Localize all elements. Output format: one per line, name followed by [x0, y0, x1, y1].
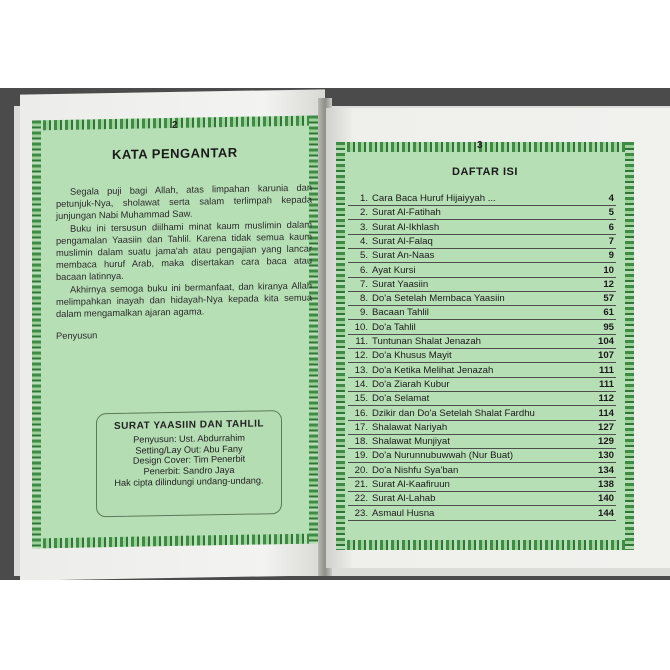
toc-page-number: 6: [608, 221, 614, 233]
toc-page-number: 140: [597, 493, 614, 505]
toc-page-number: 144: [597, 507, 614, 519]
toc-row: [348, 378, 616, 392]
toc-number: 3.: [359, 221, 368, 233]
credits-box: [96, 410, 282, 517]
toc-title: Surat Al-Ikhlash: [372, 221, 440, 233]
left-page-heading: KATA PENGANTAR: [112, 144, 238, 163]
toc-row: [348, 221, 616, 235]
toc-row: [348, 392, 616, 406]
toc-title: Tuntunan Shalat Jenazah: [372, 336, 481, 347]
toc-page-number: 5: [608, 207, 614, 219]
toc-number: 17.: [354, 421, 368, 433]
toc-number: 6.: [359, 264, 368, 276]
toc-title: Surat Al-Fatihah: [372, 207, 441, 219]
toc-number: 14.: [354, 378, 368, 390]
toc-row: [348, 364, 616, 378]
toc-row: [348, 335, 616, 349]
toc-row: [348, 249, 616, 263]
toc-number: 21.: [354, 479, 368, 490]
toc-title: Do'a Khusus Mayit: [372, 350, 452, 362]
toc-number: 22.: [354, 493, 368, 505]
credit-line: Setting/Lay Out: Abu Fany: [135, 443, 243, 456]
toc-title: Do'a Selamat: [372, 393, 430, 405]
toc-title: Do'a Nishfu Sya'ban: [372, 464, 459, 476]
toc-title: Surat Al-Kaafiruun: [372, 479, 450, 490]
right-page-number: 3: [477, 140, 483, 151]
toc-number: 12.: [354, 350, 368, 362]
toc-page-number: 12: [603, 278, 614, 290]
toc-row: [348, 421, 616, 435]
toc-row: [348, 264, 616, 278]
credit-line: Design Cover: Tim Penerbit: [132, 454, 246, 467]
toc-row: [348, 507, 616, 521]
toc-title: Surat Yaasiin: [372, 278, 429, 290]
toc-title: Do'a Tahlil: [372, 321, 416, 333]
credits-title: SURAT YAASIIN DAN TAHLIL: [114, 418, 264, 433]
table-of-contents: [348, 192, 616, 522]
toc-number: 19.: [354, 450, 368, 462]
foreword-paragraph-1: Segala puji bagi Allah, atas limpahan karunia dan petunjuk-Nya, sholawat serta salam terlimpah kepada junjungan Nabi Muhammad Saw.: [56, 182, 312, 222]
toc-page-number: 127: [597, 421, 614, 433]
toc-page-number: 95: [603, 321, 614, 333]
toc-number: 7.: [359, 278, 368, 290]
toc-row: [348, 449, 616, 463]
toc-row: [348, 206, 616, 220]
toc-title: Shalawat Munjiyat: [372, 436, 450, 448]
toc-number: 8.: [359, 293, 368, 305]
toc-row: [348, 349, 616, 363]
right-page-heading: DAFTAR ISI: [452, 166, 518, 178]
toc-title: Do'a Ziarah Kubur: [372, 378, 450, 390]
toc-title: Ayat Kursi: [372, 264, 416, 276]
foreword-paragraph-2: Buku ini tersusun diilhami minat kaum muslimin dalam pengamalan Yaasiin dan Tahlil. Karena tidak semua kaum muslimin dalam suatu jama'ah atau pengajian yang lancar membaca huruf Arab, maka disertakan cara baca atau bacaan latinnya.: [56, 219, 312, 283]
toc-page-number: 107: [597, 350, 614, 362]
credit-line: Hak cipta dilindungi undang-undang.: [114, 475, 264, 488]
toc-row: [348, 235, 616, 249]
toc-page-number: 10: [603, 264, 614, 276]
left-page: [20, 89, 325, 580]
right-page: [326, 108, 670, 568]
toc-row: [348, 407, 616, 421]
toc-title: Do'a Ketika Melihat Jenazah: [372, 364, 494, 376]
left-page-number: 2: [172, 119, 178, 132]
toc-title: Surat An-Naas: [372, 250, 435, 262]
toc-number: 2.: [359, 207, 368, 219]
toc-title: Surat Al-Lahab: [372, 493, 436, 505]
toc-number: 1.: [359, 193, 368, 204]
toc-row: [348, 192, 616, 206]
toc-title: Surat Al-Falaq: [372, 235, 433, 247]
toc-page-number: 7: [608, 235, 614, 247]
toc-title: Bacaan Tahlil: [372, 307, 429, 319]
toc-number: 5.: [359, 250, 368, 262]
toc-row: [348, 478, 616, 492]
toc-number: 23.: [354, 507, 368, 519]
right-ornament-top: [336, 142, 634, 152]
left-ornament-left: [32, 120, 41, 548]
right-ornament-left: [336, 142, 345, 550]
toc-row: [348, 292, 616, 306]
credit-line: Penerbit: Sandro Jaya: [143, 465, 235, 477]
foreword-text: [56, 182, 312, 343]
toc-title: Shalawat Nariyah: [372, 421, 448, 433]
toc-page-number: 111: [599, 364, 614, 376]
toc-row: [348, 321, 616, 335]
toc-page-number: 9: [608, 250, 614, 262]
toc-page-number: 57: [603, 293, 614, 305]
toc-number: 13.: [354, 364, 368, 376]
toc-row: [348, 278, 616, 292]
credit-line: Penyusun: Ust. Abdurrahim: [133, 432, 245, 445]
toc-page-number: 4: [608, 193, 614, 204]
toc-title: Do'a Setelah Membaca Yaasiin: [372, 293, 505, 305]
toc-page-number: 112: [598, 393, 614, 405]
toc-row: [348, 492, 616, 506]
right-ornament-right: [625, 142, 634, 550]
toc-page-number: 111: [599, 378, 614, 390]
toc-row: [348, 464, 616, 478]
photo-scene: [0, 88, 670, 580]
toc-page-number: 130: [597, 450, 614, 462]
foreword-paragraph-3: Akhirnya semoga buku ini bermanfaat, dan kiranya Allah melimpahkan inayah dan hidayah-Nya kepada kita semua dalam mengamalkan ajaran agama.: [56, 280, 312, 320]
toc-number: 18.: [354, 436, 368, 448]
toc-title: Do'a Nurunnubuwwah (Nur Buat): [372, 450, 514, 462]
toc-page-number: 134: [597, 464, 614, 476]
toc-title: Cara Baca Huruf Hijaiyyah ...: [372, 193, 496, 204]
toc-page-number: 104: [597, 336, 614, 347]
toc-number: 11.: [355, 336, 368, 347]
toc-title: Dzikir dan Do'a Setelah Shalat Fardhu: [372, 407, 535, 419]
toc-number: 20.: [354, 464, 368, 476]
toc-number: 15.: [354, 393, 368, 405]
toc-number: 16.: [354, 407, 368, 419]
signature: Penyusun: [56, 330, 98, 342]
toc-page-number: 61: [603, 307, 614, 319]
right-ornament-bottom: [336, 540, 634, 550]
toc-number: 4.: [359, 235, 368, 247]
toc-page-number: 138: [597, 479, 614, 490]
toc-page-number: 114: [598, 407, 614, 419]
toc-number: 9.: [359, 307, 368, 319]
toc-row: [348, 306, 616, 320]
toc-title: Asmaul Husna: [372, 507, 435, 519]
toc-number: 10.: [354, 321, 368, 333]
toc-page-number: 129: [597, 436, 614, 448]
toc-row: [348, 435, 616, 449]
